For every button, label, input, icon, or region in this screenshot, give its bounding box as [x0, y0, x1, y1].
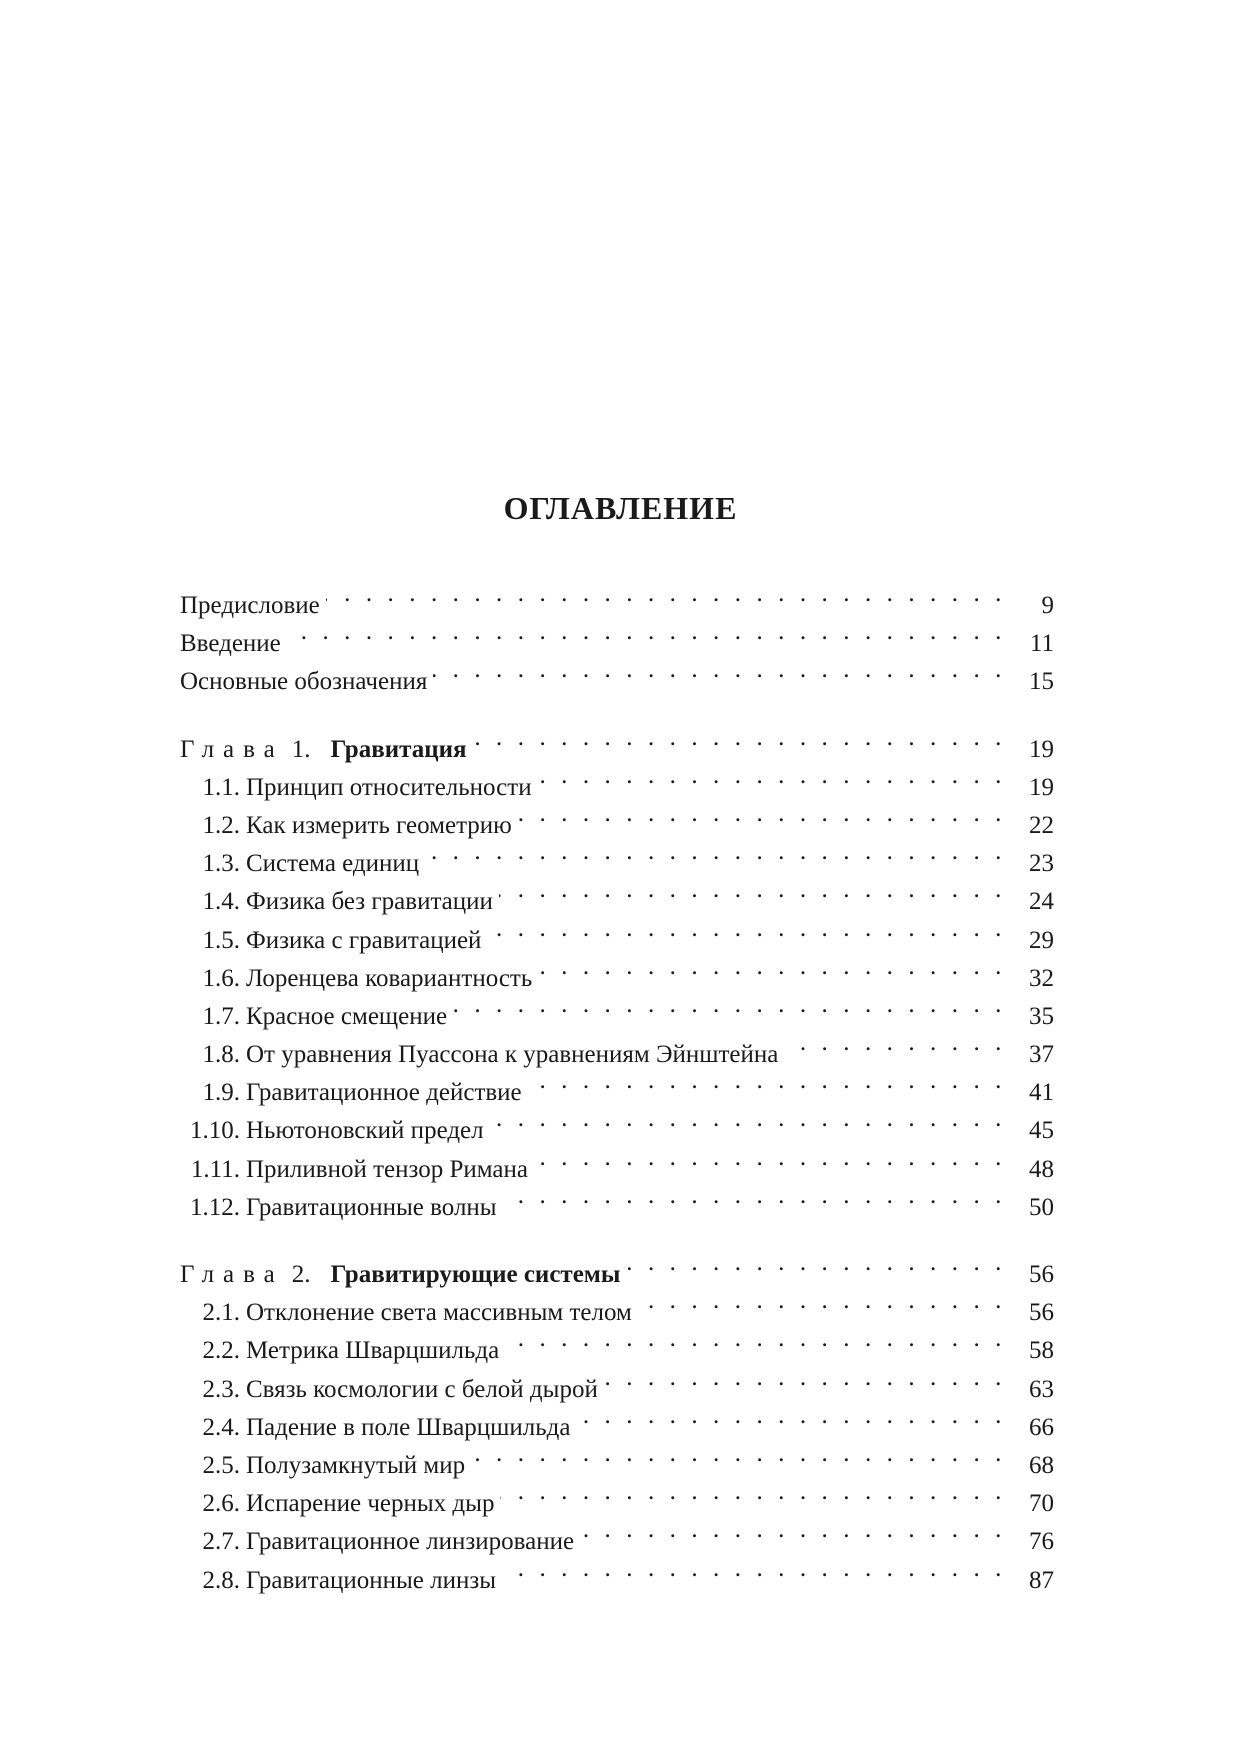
dot-leader — [638, 1282, 1006, 1320]
toc-page-number: 63 — [1029, 1375, 1054, 1403]
toc-page-number: 68 — [1029, 1451, 1054, 1479]
chapter-title: Гравитация — [330, 735, 467, 763]
section-label: Физика без гравитации — [246, 888, 493, 916]
page-title: ОГЛАВЛЕНИЕ — [503, 490, 738, 526]
section-number: 1.3. — [202, 850, 240, 878]
section-label: Принцип относительности — [246, 773, 532, 801]
section-label: Система единиц — [246, 850, 420, 878]
section-label: Отклонение света массивным телом — [246, 1299, 632, 1327]
toc-page-number: 66 — [1029, 1413, 1054, 1441]
toc-page-number: 35 — [1029, 1002, 1054, 1030]
toc-page-number: 58 — [1029, 1337, 1054, 1365]
section-label: Лоренцева ковариантность — [246, 964, 533, 992]
toc-page-number: 50 — [1029, 1193, 1054, 1221]
section-number: 2.1. — [202, 1299, 240, 1327]
section-number: 1.7. — [202, 1002, 240, 1030]
dot-leader — [471, 1435, 1006, 1473]
section-label: Гравитационные линзы — [246, 1566, 497, 1594]
toc-page-number: 56 — [1029, 1261, 1054, 1288]
section-label: От уравнения Пуассона к уравнениям Эйнштейна — [246, 1041, 779, 1069]
toc-page-number: 48 — [1029, 1155, 1054, 1183]
section-number: 1.6. — [202, 964, 240, 992]
section-number: 1.9. — [202, 1079, 240, 1107]
dot-leader — [425, 833, 1006, 871]
dot-leader — [538, 757, 1006, 795]
dot-leader — [503, 1177, 1006, 1215]
section-label: Физика с гравитацией — [246, 926, 482, 954]
toc-page-number: 22 — [1029, 811, 1054, 839]
dot-leader — [326, 575, 1006, 613]
toc-page-number: 41 — [1029, 1079, 1054, 1107]
section-label: Испарение черных дыр — [246, 1490, 495, 1518]
toc-entry-label: Основные обозначения — [180, 668, 428, 696]
section-number: 1.5. — [202, 926, 240, 954]
toc-page-number: 9 — [1041, 592, 1054, 619]
toc-chapter-2[interactable] — [180, 1244, 1054, 1288]
section-number: 2.7. — [202, 1528, 240, 1556]
section-number: 2.3. — [202, 1375, 240, 1403]
toc-page-number: 56 — [1029, 1299, 1054, 1327]
toc-page-number: 70 — [1029, 1490, 1054, 1518]
toc-page-number: 87 — [1029, 1566, 1054, 1594]
toc-page-number: 19 — [1029, 773, 1054, 801]
section-number: 2.8. — [202, 1566, 240, 1594]
dot-leader — [784, 1024, 1006, 1062]
dot-leader — [487, 910, 1006, 948]
section-label: Гравитационное линзирование — [246, 1528, 575, 1556]
table-of-contents — [180, 575, 1054, 1594]
section-number: 1.1. — [202, 773, 240, 801]
chapter-number: 1. — [291, 735, 311, 763]
dot-leader — [538, 948, 1006, 986]
section-number: 1.8. — [202, 1041, 240, 1069]
chapter-word: Глава — [180, 735, 284, 763]
dot-leader — [433, 651, 1006, 689]
toc-page-number: 37 — [1029, 1041, 1054, 1069]
toc-entry-label: Введение — [180, 630, 281, 658]
dot-leader — [604, 1359, 1006, 1397]
toc-chapter-1[interactable] — [180, 719, 1054, 763]
toc-entry-preface[interactable] — [180, 575, 1054, 619]
chapter-word: Глава — [180, 1261, 284, 1288]
section-label: Гравитационное действие — [246, 1079, 522, 1107]
section-number: 2.2. — [202, 1337, 240, 1365]
toc-page-number: 23 — [1029, 850, 1054, 878]
toc-page-number: 24 — [1029, 888, 1054, 916]
dot-leader — [580, 1511, 1006, 1549]
section-number: 2.5. — [202, 1451, 240, 1479]
dot-leader — [453, 986, 1006, 1024]
chapter-number: 2. — [291, 1261, 311, 1288]
section-number: 1.4. — [202, 888, 240, 916]
section-label: Как измерить геометрию — [246, 811, 512, 839]
dot-leader — [473, 719, 1006, 757]
section-number: 2.6. — [202, 1490, 240, 1518]
section-number: 1.2. — [202, 811, 240, 839]
section-label: Красное смещение — [246, 1002, 448, 1030]
toc-page-number: 11 — [1029, 630, 1054, 658]
toc-entry-notation[interactable] — [180, 651, 1054, 696]
toc-entry-introduction[interactable] — [180, 613, 1054, 658]
section-label: Падение в поле Шварцшильда — [246, 1413, 571, 1441]
dot-leader — [502, 1550, 1006, 1588]
toc-entry-label: Предисловие — [180, 592, 320, 619]
chapter-title: Гравитирующие системы — [330, 1261, 621, 1288]
section-label: Гравитационные волны — [246, 1193, 497, 1221]
toc-page-number: 32 — [1029, 964, 1054, 992]
dot-leader — [577, 1397, 1007, 1435]
dot-leader — [500, 1473, 1006, 1511]
dot-leader — [490, 1100, 1006, 1138]
dot-leader — [287, 613, 1006, 651]
section-number: 2.4. — [202, 1413, 240, 1441]
toc-page-number: 15 — [1029, 668, 1054, 696]
dot-leader — [534, 1139, 1006, 1177]
dot-leader — [626, 1244, 1006, 1282]
section-number: 1.10. — [190, 1117, 240, 1145]
dot-leader — [528, 1062, 1006, 1100]
dot-leader — [518, 795, 1006, 833]
section-number: 1.11. — [190, 1155, 240, 1183]
section-label: Ньютоновский предел — [246, 1117, 484, 1145]
section-label: Приливной тензор Римана — [246, 1155, 528, 1183]
toc-page-number: 45 — [1029, 1117, 1054, 1145]
toc-page-number: 19 — [1029, 735, 1054, 763]
dot-leader — [505, 1320, 1006, 1358]
section-number: 1.12. — [190, 1193, 240, 1221]
section-label: Метрика Шварцшильда — [246, 1337, 500, 1365]
dot-leader — [499, 871, 1006, 909]
toc-page-number: 76 — [1029, 1528, 1054, 1556]
section-label: Связь космологии с белой дырой — [246, 1375, 598, 1403]
section-label: Полузамкнутый мир — [246, 1451, 466, 1479]
toc-page-number: 29 — [1029, 926, 1054, 954]
